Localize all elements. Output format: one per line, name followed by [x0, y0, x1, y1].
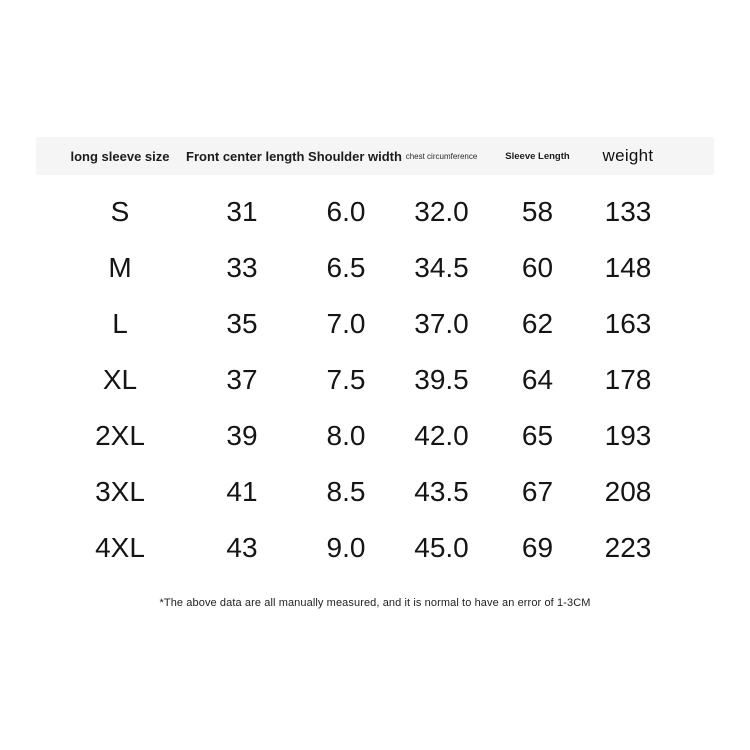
size-label: 4XL: [95, 532, 145, 563]
chest-circumference-value: 32.0: [414, 196, 469, 227]
size-label: S: [110, 196, 130, 227]
size-chart-table: [36, 137, 714, 576]
weight-value: 223: [604, 532, 652, 563]
table-row-3xl: [36, 464, 714, 520]
sleeve-length-value: 67: [521, 476, 554, 507]
weight-value: 148: [604, 252, 652, 283]
measurement-disclaimer: *The above data are all manually measured, and it is normal to have an error of 1-3CM: [159, 597, 591, 609]
table-row-4xl: [36, 520, 714, 576]
table-row-m: [36, 240, 714, 296]
table-row-s: [36, 184, 714, 240]
size-label: M: [108, 252, 132, 283]
header-weight: weight: [602, 146, 654, 165]
chest-circumference-value: 37.0: [414, 308, 469, 339]
table-header-row: [36, 137, 714, 175]
front-center-length-value: 39: [226, 420, 258, 451]
table-row-2xl: [36, 408, 714, 464]
weight-value: 178: [604, 364, 652, 395]
size-label: L: [112, 308, 128, 339]
header-front-center-length-shoulder-width: Front center length Shoulder width: [186, 148, 402, 164]
sleeve-length-value: 64: [521, 364, 554, 395]
sleeve-length-value: 60: [521, 252, 554, 283]
front-center-length-value: 37: [226, 364, 258, 395]
sleeve-length-value: 65: [521, 420, 554, 451]
shoulder-width-value: 8.5: [326, 476, 366, 507]
front-center-length-value: 33: [226, 252, 258, 283]
weight-value: 208: [604, 476, 652, 507]
chest-circumference-value: 45.0: [414, 532, 469, 563]
table-body: [36, 175, 714, 576]
weight-value: 163: [604, 308, 652, 339]
table-row-xl: [36, 352, 714, 408]
table-row-l: [36, 296, 714, 352]
shoulder-width-value: 7.0: [326, 308, 366, 339]
header-sleeve-length: Sleeve Length: [505, 150, 570, 162]
sleeve-length-value: 62: [521, 308, 554, 339]
chest-circumference-value: 34.5: [414, 252, 469, 283]
sleeve-length-value: 69: [521, 532, 554, 563]
front-center-length-value: 43: [226, 532, 258, 563]
weight-value: 133: [604, 196, 652, 227]
size-label: 3XL: [95, 476, 145, 507]
chest-circumference-value: 43.5: [414, 476, 469, 507]
size-label: XL: [102, 364, 138, 395]
front-center-length-value: 31: [226, 196, 258, 227]
shoulder-width-value: 6.5: [326, 252, 366, 283]
weight-value: 193: [604, 420, 652, 451]
front-center-length-value: 35: [226, 308, 258, 339]
shoulder-width-value: 8.0: [326, 420, 366, 451]
header-long-sleeve-size: long sleeve size: [70, 148, 170, 164]
shoulder-width-value: 6.0: [326, 196, 366, 227]
shoulder-width-value: 9.0: [326, 532, 366, 563]
chest-circumference-value: 39.5: [414, 364, 469, 395]
front-center-length-value: 41: [226, 476, 258, 507]
size-label: 2XL: [95, 420, 145, 451]
sleeve-length-value: 58: [521, 196, 554, 227]
header-chest-circumference: chest circumference: [405, 151, 478, 161]
chest-circumference-value: 42.0: [414, 420, 469, 451]
shoulder-width-value: 7.5: [326, 364, 366, 395]
